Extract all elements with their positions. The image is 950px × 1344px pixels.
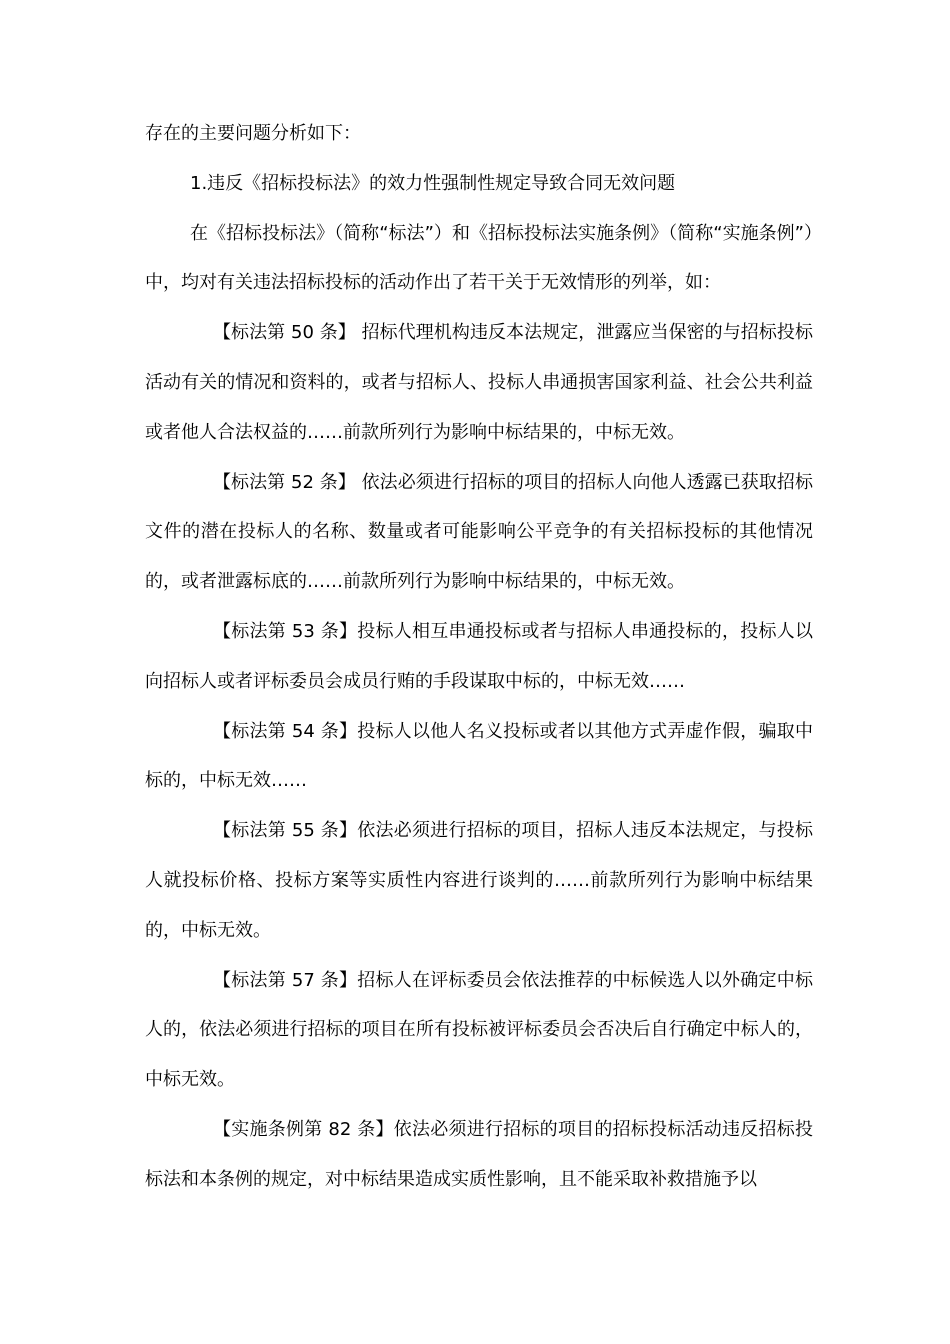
- article-54: [145, 707, 813, 807]
- article-text: 依法必须进行招标的项目的招标投标活动违反招标投标法和本条例的规定，对中标结果造成实质性影响，且不能采取补救措施予以: [145, 1118, 814, 1190]
- article-55: [145, 806, 813, 955]
- article-label: 【标法第 52 条】: [213, 471, 356, 493]
- article-label: 【标法第 57 条】: [213, 969, 358, 991]
- article-52: [145, 458, 813, 607]
- article-53: [145, 607, 813, 707]
- article-label: 【实施条例第 82 条】: [213, 1118, 394, 1140]
- article-text: 招标人在评标委员会依法推荐的中标候选人以外确定中标人的，依法必须进行招标的项目在所有投标被评标委员会否决后自行确定中标人的，中标无效。: [145, 969, 813, 1091]
- section-heading: 1.违反《招标投标法》的效力性强制性规定导致合同无效问题: [190, 172, 676, 194]
- article-82: [145, 1105, 813, 1205]
- article-57: [145, 956, 813, 1105]
- document-body: [145, 109, 813, 1205]
- article-text: 投标人以他人名义投标或者以其他方式弄虚作假，骗取中标的，中标无效……: [145, 720, 813, 792]
- article-50: [145, 308, 813, 457]
- article-text: 投标人相互串通投标或者与招标人串通投标的，投标人以向招标人或者评标委员会成员行贿的手段谋取中标的，中标无效……: [145, 620, 813, 692]
- article-label: 【标法第 53 条】: [213, 620, 358, 642]
- article-label: 【标法第 54 条】: [213, 720, 358, 742]
- article-text: 依法必须进行招标的项目，招标人违反本法规定，与投标人就投标价格、投标方案等实质性内容进行谈判的……前款所列行为影响中标结果的，中标无效。: [145, 820, 813, 941]
- intro-paragraph: 在《招标投标法》（简称“标法”）和《招标投标法实施条例》（简称“实施条例”）中，均对有关违法招标投标的活动作出了若干关于无效情形的列举，如：: [145, 222, 813, 294]
- article-label: 【标法第 55 条】: [213, 820, 358, 842]
- article-text: 依法必须进行招标的项目的招标人向他人透露已获取招标文件的潜在投标人的名称、数量或者可能影响公平竞争的有关招标投标的其他情况的，或者泄露标底的……前款所列行为影响中标结果的，中标无效。: [145, 471, 813, 593]
- article-text: 招标代理机构违反本法规定，泄露应当保密的与招标投标活动有关的情况和资料的，或者与招标人、投标人串通损害国家利益、社会公共利益或者他人合法权益的……前款所列行为影响中标结果的，中标无效。: [145, 322, 813, 443]
- intro-line: 存在的主要问题分析如下：: [145, 123, 361, 144]
- article-label: 【标法第 50 条】: [213, 322, 356, 344]
